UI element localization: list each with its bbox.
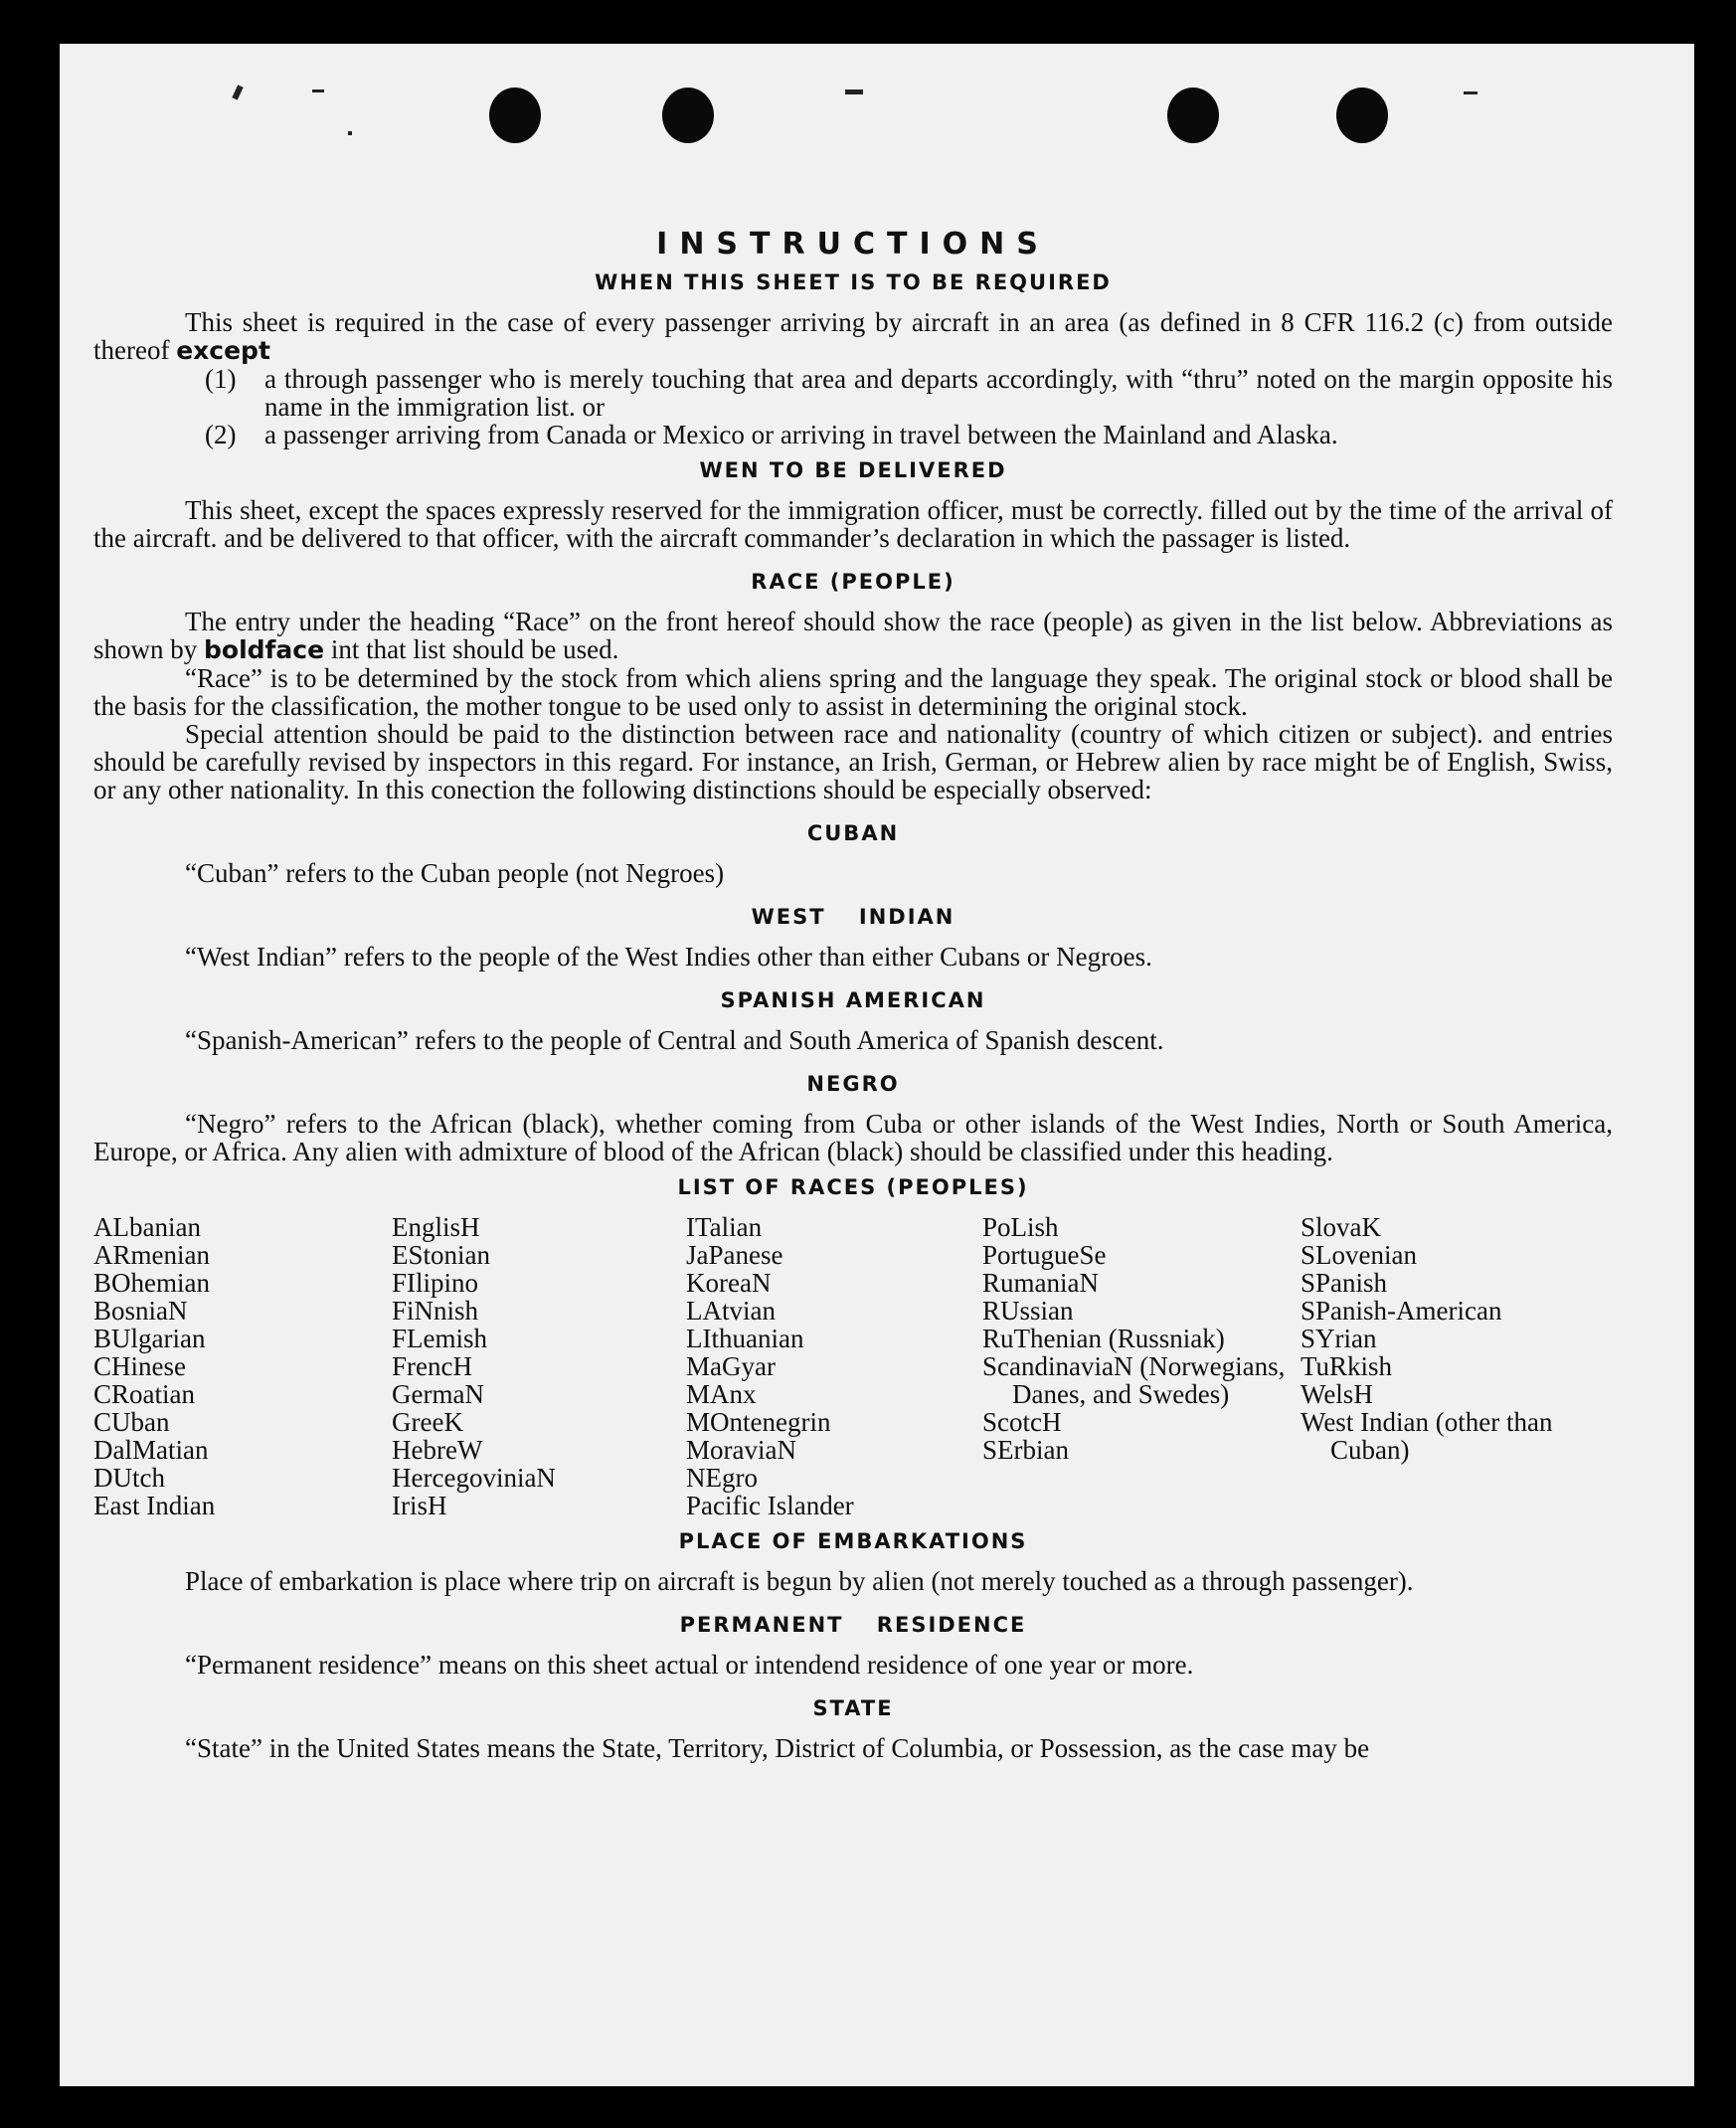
race-entry: MAnx <box>686 1379 757 1409</box>
instructions-content <box>93 181 1613 1762</box>
race-entry: SlovaK <box>1301 1212 1381 1242</box>
race-entry: GermaN <box>392 1379 484 1409</box>
race-paragraph-2: “Race” is to be determined by the stock from which aliens spring and the language they speak. The original stock or blood shall be the basis for the classification, the mother tongue to be used only to assist in determining the original stock. <box>93 663 1613 721</box>
cuban-text: “Cuban” refers to the Cuban people (not Negroes) <box>185 858 725 888</box>
race-entry: HercegoviniaN <box>392 1463 556 1493</box>
heading-race: RACE (PEOPLE) <box>751 570 955 594</box>
document-page <box>60 44 1694 2086</box>
race-entry: SYrian <box>1301 1324 1377 1353</box>
binder-hole <box>489 88 541 143</box>
scan-speck <box>312 89 324 92</box>
residence-text: “Permanent residence” means on this sheet actual or intendend residence of one year or more. <box>185 1650 1194 1680</box>
race-entry: RumaniaN <box>982 1268 1099 1298</box>
race-entry: RUssian <box>982 1296 1074 1326</box>
heading-delivered: WEN TO BE DELIVERED <box>699 458 1007 482</box>
delivered-text: This sheet, except the spaces expressly reserved for the immigration officer, must be correctly. filled out by the time of the arrival of the aircraft. and be delivered to that officer, with the aircraft commander’s declaration in which the passager is listed. <box>93 495 1613 553</box>
race-entry: CUban <box>93 1407 170 1437</box>
race-entry: PoLish <box>982 1212 1059 1242</box>
race-entry: FIlipino <box>392 1268 479 1298</box>
negro-text: “Negro” refers to the African (black), whether coming from Cuba or other islands of the West Indies, North or South America, Europe, or Africa. Any alien with admixture of blood of the African (black) should be classified under this heading. <box>93 1109 1613 1166</box>
heading-negro: NEGRO <box>806 1072 900 1096</box>
race-entry: East Indian <box>93 1491 216 1520</box>
race-column <box>1301 1213 1599 1519</box>
race-entry: SErbian <box>982 1435 1069 1465</box>
race-entry: FrencH <box>392 1351 472 1381</box>
west-indian-text: “West Indian” refers to the people of the West Indies other than either Cubans or Negroes. <box>185 942 1152 972</box>
race-entry: PortugueSe <box>982 1240 1107 1270</box>
race-entry: CHinese <box>93 1351 186 1381</box>
race-entry: SPanish <box>1301 1268 1388 1298</box>
race-paragraph-1: The entry under the heading “Race” on the front hereof should show the race (people) as given in the list below. Abbreviations as shown by boldface int that list should be used. <box>93 607 1613 664</box>
scan-speck <box>348 131 352 135</box>
race-entry: FiNnish <box>392 1296 479 1326</box>
race-entry: KoreaN <box>686 1268 772 1298</box>
race-entry: NEgro <box>686 1463 758 1493</box>
race-entry: LAtvian <box>686 1296 776 1326</box>
race-entry: LIthuanian <box>686 1324 804 1353</box>
race-entry: IrisH <box>392 1491 447 1520</box>
race-column <box>392 1213 686 1519</box>
race-column <box>686 1213 982 1519</box>
race-entry: ITalian <box>686 1212 763 1242</box>
race-entry: MoraviaN <box>686 1435 796 1465</box>
exception-item: (2) a passenger arriving from Canada or Mexico or arriving in travel between the Mainland and Alaska. <box>205 420 1338 449</box>
exception-item: (1) a through passenger who is merely touching that area and departs accordingly, with “thru” noted on the margin opposite his name in the immigration list. or <box>205 364 1613 422</box>
heading-residence: PERMANENT RESIDENCE <box>679 1613 1027 1637</box>
required-intro: This sheet is required in the case of every passenger arriving by aircraft in an area (as defined in 8 CFR 116.2 (c) from outside thereof except <box>93 307 1613 365</box>
state-text: “State” in the United States means the State, Territory, District of Columbia, or Possession, as the case may be <box>185 1733 1370 1763</box>
race-entry: EStonian <box>392 1240 490 1270</box>
scan-speck <box>1464 91 1477 94</box>
heading-state: STATE <box>812 1696 894 1720</box>
binder-hole <box>1336 88 1388 143</box>
race-entry: BosniaN <box>93 1296 188 1326</box>
heading-cuban: CUBAN <box>806 821 900 845</box>
race-entry: MaGyar <box>686 1351 776 1381</box>
race-entry: SLovenian <box>1301 1240 1417 1270</box>
race-column <box>982 1213 1301 1519</box>
race-entry: DalMatian <box>93 1435 209 1465</box>
race-entry: WelsH <box>1301 1379 1373 1409</box>
race-entry: TuRkish <box>1301 1351 1393 1381</box>
spanish-american-text: “Spanish-American” refers to the people of Central and South America of Spanish descent. <box>185 1025 1164 1055</box>
boldface-emphasis: boldface <box>204 635 325 664</box>
page-title: INSTRUCTIONS <box>656 227 1050 262</box>
race-entry: Pacific Islander <box>686 1491 854 1520</box>
race-entry: West Indian (other than Cuban) <box>1301 1407 1553 1465</box>
race-entry: SPanish-American <box>1301 1296 1502 1326</box>
race-entry: JaPanese <box>686 1240 783 1270</box>
embarkation-text: Place of embarkation is place where trip on aircraft is begun by alien (not merely touched as a through passenger). <box>185 1566 1414 1596</box>
race-entry: BUlgarian <box>93 1324 206 1353</box>
race-entry: GreeK <box>392 1407 463 1437</box>
race-entry: BOhemian <box>93 1268 210 1298</box>
heading-list-of-races: LIST OF RACES (PEOPLES) <box>677 1175 1029 1199</box>
except-emphasis: except <box>176 336 270 365</box>
heading-west-indian: WEST INDIAN <box>751 905 955 929</box>
race-entry: MOntenegrin <box>686 1407 831 1437</box>
heading-spanish-american: SPANISH AMERICAN <box>720 988 986 1012</box>
race-entry: DUtch <box>93 1463 165 1493</box>
race-entry: FLemish <box>392 1324 488 1353</box>
binder-hole <box>1167 88 1219 143</box>
exception-list <box>93 365 1613 448</box>
race-entry: RuThenian (Russniak) <box>982 1324 1225 1353</box>
race-entry: ScotcH <box>982 1407 1062 1437</box>
heading-required: WHEN THIS SHEET IS TO BE REQUIRED <box>595 270 1112 294</box>
race-entry: ScandinaviaN (Norwegians, Danes, and Swedes) <box>982 1351 1286 1409</box>
race-entry: ARmenian <box>93 1240 210 1270</box>
race-list <box>93 1213 1613 1519</box>
race-entry: HebreW <box>392 1435 483 1465</box>
race-entry: ALbanian <box>93 1212 201 1242</box>
scan-speck <box>232 85 243 99</box>
scan-speck <box>845 89 863 94</box>
race-column <box>93 1213 392 1519</box>
heading-embarkation: PLACE OF EMBARKATIONS <box>678 1529 1028 1553</box>
race-entry: CRoatian <box>93 1379 195 1409</box>
race-paragraph-3: Special attention should be paid to the distinction between race and nationality (country of which citizen or subject). and entries should be carefully revised by inspectors in this regard. For instance, an Irish, German, or Hebrew alien by race might be of English, Swiss, or any other nationality. In this conection the following distinctions should be especially observed: <box>93 719 1613 804</box>
race-entry: EnglisH <box>392 1212 480 1242</box>
binder-hole <box>662 88 714 143</box>
